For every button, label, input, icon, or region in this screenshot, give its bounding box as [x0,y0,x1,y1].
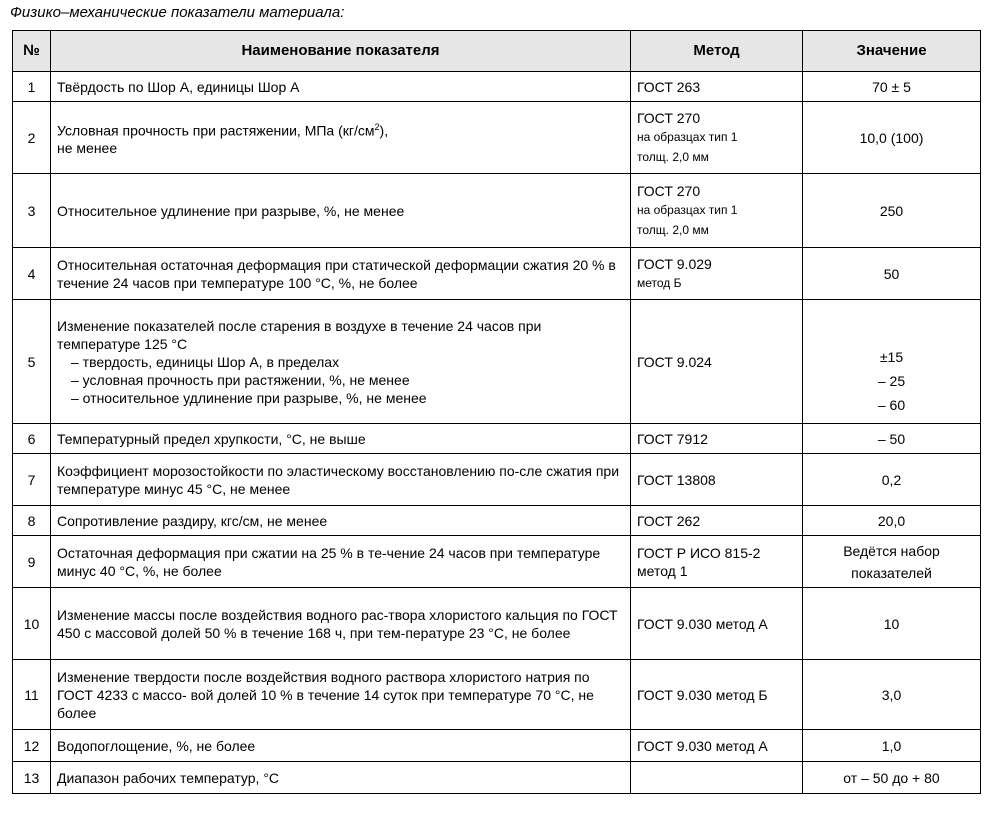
row-method: ГОСТ 263 [631,72,803,102]
table-row [13,660,981,730]
row-method: ГОСТ 9.030 метод А [631,730,803,762]
row-name-part: ), [379,122,389,139]
method-note: метод 1 [637,562,688,579]
row-value: от – 50 до + 80 [803,762,981,794]
value-item: Ведётся набор [843,542,940,559]
row-value: 50 [803,248,981,300]
row-name: Изменение массы после воздействия водного рас-твора хлористого кальция по ГОСТ 450 с массовой долей 50 % в течение 168 ч, при тем-пературе 23 °С, не более [51,588,631,660]
row-value [803,536,981,588]
row-value: 1,0 [803,730,981,762]
row-name [51,300,631,424]
row-value: – 50 [803,424,981,454]
row-method: ГОСТ 262 [631,506,803,536]
row-num: 5 [13,300,51,424]
row-name: Водопоглощение, %, не более [51,730,631,762]
row-name: Твёрдость по Шор А, единицы Шор А [51,72,631,102]
value-item: ±15 [879,349,904,365]
row-num: 9 [13,536,51,588]
table-row [13,72,981,102]
row-num: 8 [13,506,51,536]
row-num: 13 [13,762,51,794]
value-item: – 25 [877,373,906,389]
method-note: на образцах тип 1 [637,202,738,217]
table-row [13,174,981,248]
table-row [13,536,981,588]
method-note: толщ. 2,0 мм [637,222,709,237]
row-method: ГОСТ 9.024 [631,300,803,424]
row-num: 1 [13,72,51,102]
row-method: ГОСТ 9.030 метод А [631,588,803,660]
row-method [631,102,803,174]
row-num: 10 [13,588,51,660]
method-note: толщ. 2,0 мм [637,149,709,164]
method-name: ГОСТ 9.029 [637,255,712,272]
table-row [13,588,981,660]
properties-table [12,30,981,794]
row-value: 0,2 [803,454,981,506]
row-method [631,248,803,300]
row-name: Относительная остаточная деформация при статической деформации сжатия 20 % в течение 24 часов при температуре 100 °С, %, не более [51,248,631,300]
table-row [13,248,981,300]
row-name: Относительное удлинение при разрыве, %, не менее [51,174,631,248]
row-num: 2 [13,102,51,174]
table-row [13,424,981,454]
row-value [803,300,981,424]
row-name: Сопротивление раздиру, кгс/см, не менее [51,506,631,536]
row-method [631,536,803,588]
value-item: показателей [851,564,932,581]
row-num: 6 [13,424,51,454]
row-name: Диапазон рабочих температур, °С [51,762,631,794]
method-name: ГОСТ 270 [637,109,701,126]
table-row [13,762,981,794]
table-row [13,506,981,536]
header-name: Наименование показателя [51,31,631,72]
row-method: ГОСТ 13808 [631,454,803,506]
row-name-subitem: – относительное удлинение при разрыве, %, не менее [71,389,427,406]
row-num: 7 [13,454,51,506]
row-name-subitem: – условная прочность при растяжении, %, не менее [71,371,410,388]
row-name: Изменение твердости после воздействия водного раствора хлористого натрия по ГОСТ 4233 с массо- вой долей 10 % в течение 14 суток при температуре 70 °С, не более [51,660,631,730]
row-value: 70 ± 5 [803,72,981,102]
row-num: 11 [13,660,51,730]
table-row [13,102,981,174]
row-name: Остаточная деформация при сжатии на 25 % в те-чение 24 часов при температуре минус 40 °С, %, не более [51,536,631,588]
table-header-row [13,31,981,72]
row-num: 3 [13,174,51,248]
method-note: на образцах тип 1 [637,129,738,144]
table-caption: Физико–механические показатели материала: [10,4,345,21]
row-method: ГОСТ 9.030 метод Б [631,660,803,730]
row-num: 4 [13,248,51,300]
row-value: 10,0 (100) [803,102,981,174]
row-method: ГОСТ 7912 [631,424,803,454]
table-row [13,730,981,762]
row-method [631,174,803,248]
row-name-subitem: – твердость, единицы Шор А, в пределах [71,353,340,370]
row-name: Температурный предел хрупкости, °С, не выше [51,424,631,454]
row-value: 20,0 [803,506,981,536]
row-name-part: Условная прочность при растяжении, МПа (кг/см [57,122,375,139]
row-num: 12 [13,730,51,762]
row-name-part: не менее [57,140,118,157]
row-method [631,762,803,794]
method-name: ГОСТ Р ИСО 815-2 [637,544,761,561]
row-name: Коэффициент морозостойкости по эластическому восстановлению по-сле сжатия при температуре минус 45 °С, не менее [51,454,631,506]
row-name-part: Изменение показателей после старения в воздухе в течение 24 часов при температуре 125 °С [57,317,542,352]
table-row [13,300,981,424]
value-item: – 60 [877,397,906,413]
method-name: ГОСТ 270 [637,182,701,199]
row-name [51,102,631,174]
row-value: 250 [803,174,981,248]
row-value: 3,0 [803,660,981,730]
row-value: 10 [803,588,981,660]
table-row [13,454,981,506]
method-note: метод Б [637,275,682,290]
header-num: № [13,31,51,72]
header-value: Значение [803,31,981,72]
header-method: Метод [631,31,803,72]
superscript: 2 [374,121,380,132]
